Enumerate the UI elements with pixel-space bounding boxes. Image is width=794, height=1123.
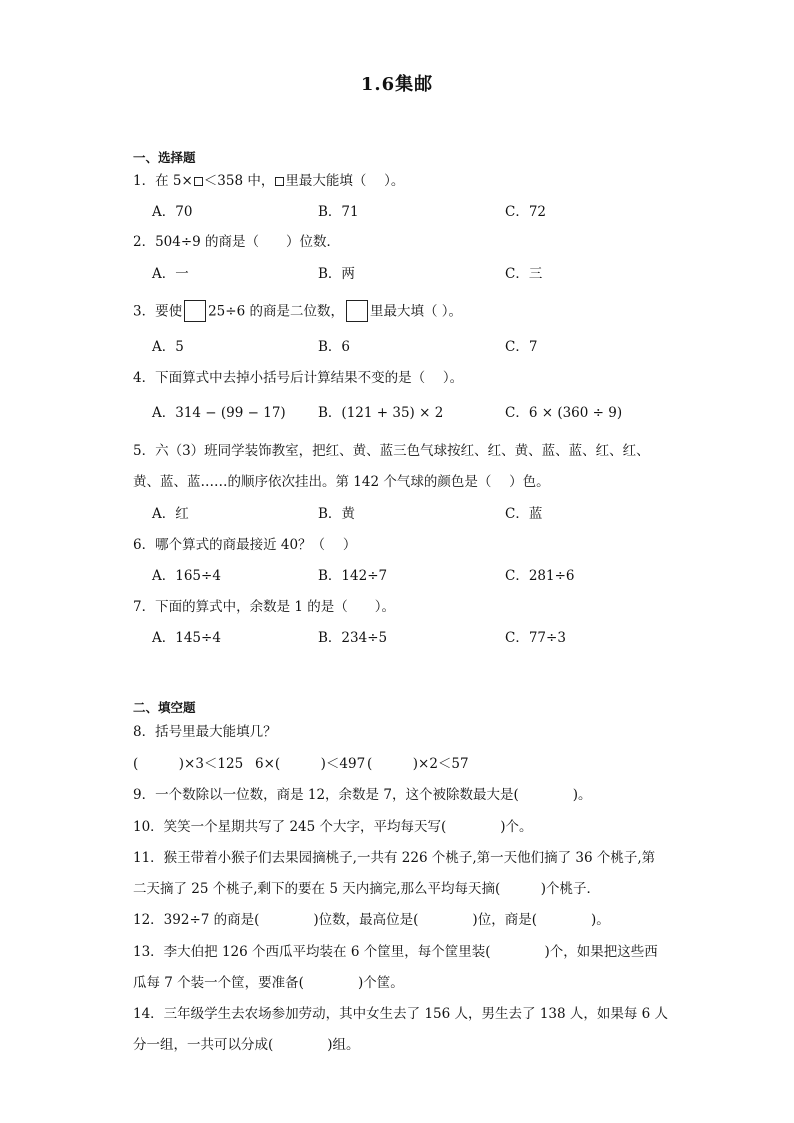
question-11-line-1: 11．猴王带着小猴子们去果园摘桃子,一共有 226 个桃子,第一天他们摘了 36 个桃子,第 xyxy=(133,850,656,866)
q5-option-b: B．黄 xyxy=(318,506,355,522)
q1-text-post: ＜358 中， xyxy=(203,173,275,189)
q8-expr-2: 6×( )＜497 xyxy=(255,756,366,772)
q3-text-pre: 3．要使 xyxy=(133,303,183,320)
question-9: 9．一个数除以一位数，商是 12，余数是 7，这个被除数最大是( )。 xyxy=(133,787,592,803)
q4-option-c xyxy=(505,404,622,422)
q3-option-b: B．6 xyxy=(318,339,351,355)
q4-option-c-label: C． xyxy=(505,405,529,421)
q4-option-a xyxy=(152,404,286,422)
section-choice-heading: 一、选择题 xyxy=(133,150,196,165)
question-5-line-2: 黄、蓝、蓝……的顺序依次挂出。第 142 个气球的颜色是（ ）色。 xyxy=(133,474,550,490)
question-5-line-1: 5．六（3）班同学装饰教室，把红、黄、蓝三色气球按红、红、黄、蓝、蓝、红、红、 xyxy=(133,443,650,459)
blank-square-icon xyxy=(194,177,203,186)
q2-option-c: C．三 xyxy=(505,266,543,282)
q4-option-b-label: B． xyxy=(318,405,342,421)
q8-expr-1: ( )×3＜125 xyxy=(133,756,244,772)
q6-option-a: A．165÷4 xyxy=(152,568,221,584)
question-6: 6．哪个算式的商最接近 40？（ ） xyxy=(133,537,357,553)
q1-text-pre: 1．在 5× xyxy=(133,173,193,189)
q7-option-b: B．234÷5 xyxy=(318,630,388,646)
q6-option-c: C．281÷6 xyxy=(505,568,575,584)
question-13-line-2: 瓜每 7 个装一个筐，要准备( )个筐。 xyxy=(133,975,404,991)
q4-option-b-expr: (121 + 35) × 2 xyxy=(341,405,444,421)
q3-option-a: A．5 xyxy=(152,339,184,355)
q1-text-mid: 里最大能填（ ）。 xyxy=(285,173,405,189)
question-1 xyxy=(133,172,404,190)
question-3 xyxy=(133,301,462,323)
question-10: 10．笑笑一个星期共写了 245 个大字，平均每天写( )个。 xyxy=(133,819,533,835)
q7-option-c: C．77÷3 xyxy=(505,630,566,646)
q7-option-a: A．145÷4 xyxy=(152,630,221,646)
q1-option-c: C．72 xyxy=(505,204,547,220)
q6-option-b: B．142÷7 xyxy=(318,568,388,584)
question-4: 4．下面算式中去掉小括号后计算结果不变的是（ ）。 xyxy=(133,370,464,386)
q4-option-a-label: A． xyxy=(152,405,176,421)
q2-option-b: B．两 xyxy=(318,266,355,282)
q4-option-c-expr: 6 × (360 ÷ 9) xyxy=(528,405,623,421)
blank-square-icon xyxy=(275,177,284,186)
question-8: 8．括号里最大能填几？ xyxy=(133,724,277,740)
section-fill-heading: 二、填空题 xyxy=(133,700,196,715)
question-14-line-2: 分一组，一共可以分成( )组。 xyxy=(133,1037,360,1053)
question-13-line-1: 13．李大伯把 126 个西瓜平均装在 6 个筐里，每个筐里装( )个，如果把这些西 xyxy=(133,944,658,960)
page-title: 1.6集邮 xyxy=(360,74,434,95)
blank-box-icon xyxy=(184,300,206,322)
question-7: 7．下面的算式中，余数是 1 的是（ ）。 xyxy=(133,599,396,615)
q3-text-post: 里最大填（ ）。 xyxy=(369,303,463,320)
q2-option-a: A．一 xyxy=(152,266,189,282)
question-11-line-2: 二天摘了 25 个桃子,剩下的要在 5 天内摘完,那么平均每天摘( )个桃子． xyxy=(133,881,601,897)
blank-box-icon xyxy=(346,300,368,322)
q4-option-b xyxy=(318,404,443,422)
question-14-line-1: 14．三年级学生去农场参加劳动，其中女生去了 156 人，男生去了 138 人，如果每 6 人 xyxy=(133,1006,669,1022)
q3-text-mid: 25÷6 的商是二位数， xyxy=(208,303,344,320)
q3-option-c: C．7 xyxy=(505,339,538,355)
q8-expr-3: ( )×2＜57 xyxy=(367,756,469,772)
question-12: 12．392÷7 的商是( )位数，最高位是( )位，商是( )。 xyxy=(133,912,610,928)
q5-option-c: C．蓝 xyxy=(505,506,543,522)
q1-option-a: A．70 xyxy=(152,204,193,220)
question-2: 2．504÷9 的商是（ ）位数． xyxy=(133,234,341,250)
q5-option-a: A．红 xyxy=(152,506,189,522)
q1-option-b: B．71 xyxy=(318,204,359,220)
q4-option-a-expr: 314 − (99 − 17) xyxy=(175,405,286,421)
